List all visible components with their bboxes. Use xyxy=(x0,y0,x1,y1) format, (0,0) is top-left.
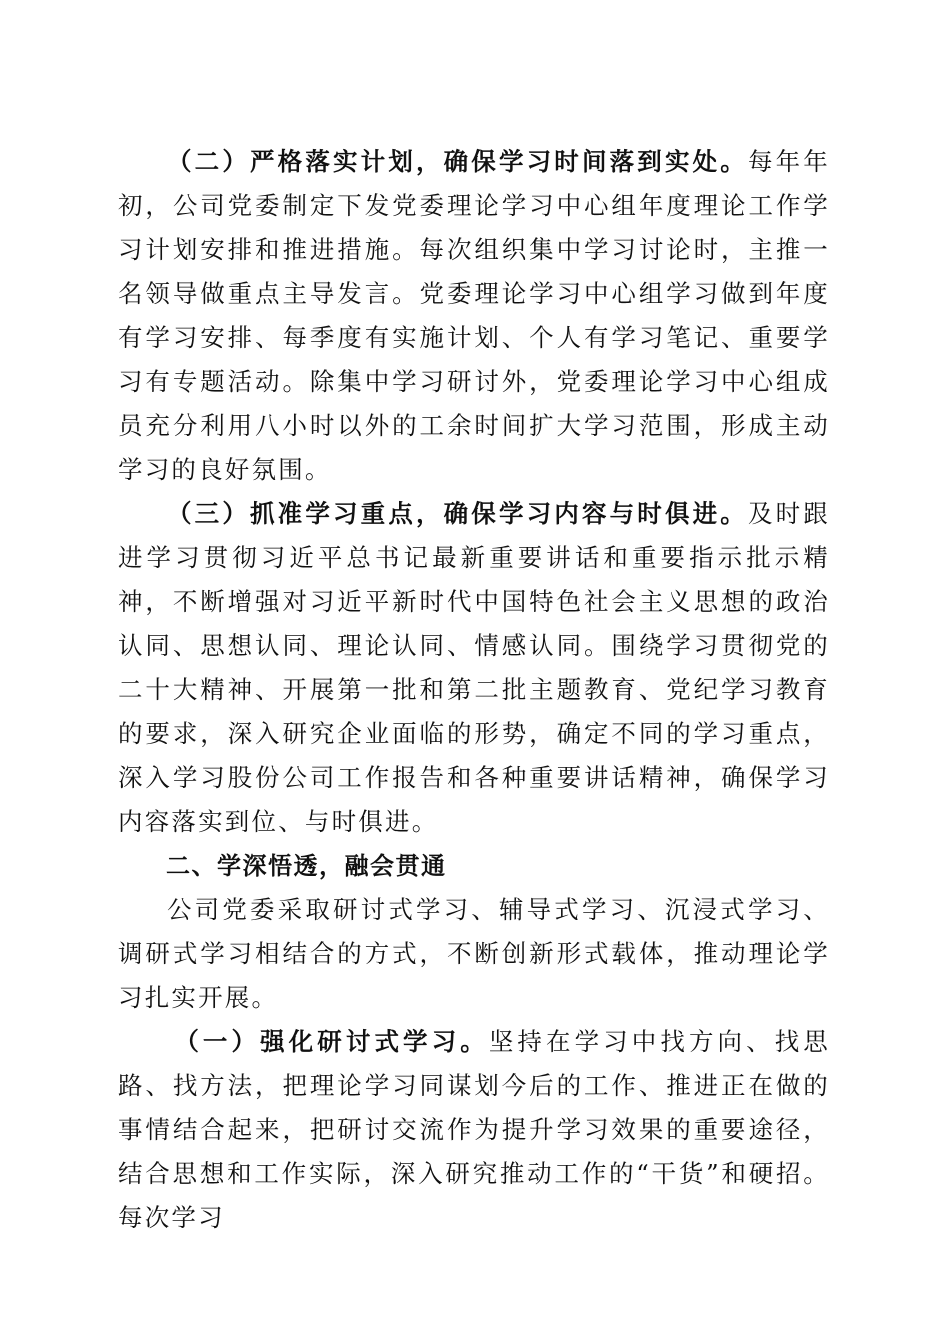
paragraph-text: 及时跟进学习贯彻习近平总书记最新重要讲话和重要指示批示精神，不断增强对习近平新时代中国特色社会主义思想的政治认同、思想认同、理论认同、情感认同。围绕学习贯彻党的二十大精神、开展第一批和第二批主题教育、党纪学习教育的要求，深入研究企业面临的形势，确定不同的学习重点，深入学习股份公司工作报告和各种重要讲话精神，确保学习内容落实到位、与时俱进。 xyxy=(118,499,830,836)
paragraph-seminar xyxy=(118,1020,830,1240)
paragraph-focus xyxy=(118,492,830,844)
paragraph-lead: （二）严格落实计划，确保学习时间落到实处。 xyxy=(167,147,748,176)
section-intro: 公司党委采取研讨式学习、辅导式学习、沉浸式学习、调研式学习相结合的方式，不断创新形式载体，推动理论学习扎实开展。 xyxy=(118,895,830,1012)
paragraph-plan xyxy=(118,140,830,492)
paragraph-lead: （三）抓准学习重点，确保学习内容与时俱进。 xyxy=(167,499,748,528)
paragraph-text: 坚持在学习中找方向、找思路、找方法，把理论学习同谋划今后的工作、推进正在做的事情结合起来，把研讨交流作为提升学习效果的重要途径，结合思想和工作实际，深入研究推动工作的“干货”和硬招。每次学习 xyxy=(118,1027,831,1232)
document-body xyxy=(118,140,830,1240)
section-heading: 二、学深悟透，融会贯通 xyxy=(166,852,447,880)
paragraph-text: 每年年初，公司党委制定下发党委理论学习中心组年度理论工作学习计划安排和推进措施。每次组织集中学习讨论时，主推一名领导做重点主导发言。党委理论学习中心组学习做到年度有学习安排、每季度有实施计划、个人有学习笔记、重要学习有专题活动。除集中学习研讨外，党委理论学习中心组成员充分利用八小时以外的工余时间扩大学习范围，形成主动学习的良好氛围。 xyxy=(118,147,830,484)
paragraph-lead: （一）强化研讨式学习。 xyxy=(174,1027,489,1056)
